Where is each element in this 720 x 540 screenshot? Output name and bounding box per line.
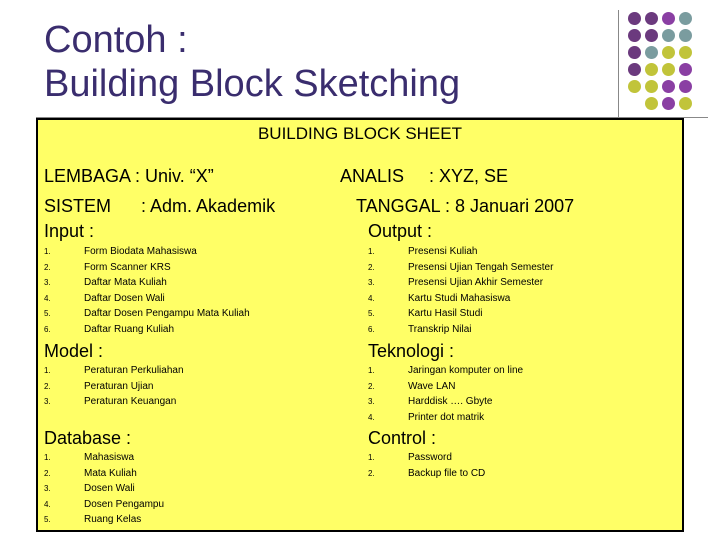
list-item-number: 2. [368,262,375,272]
decorative-dot [645,63,658,76]
list-item [368,450,485,466]
list-item-text: Jaringan komputer on line [408,365,524,376]
control-list [368,450,485,481]
list-item-number: 1. [368,366,375,375]
decorative-dot [662,80,675,93]
decorative-dot [679,97,692,110]
list-item-text: Dosen Wali [84,483,135,494]
list-item-number: 1. [44,453,51,462]
decorative-dot [628,97,641,110]
lembaga-field: LEMBAGA : Univ. “X” [44,166,214,186]
list-item-number: 3. [44,484,51,493]
input-section-label: Input : [44,221,95,241]
list-item-text: Daftar Dosen Wali [84,292,165,304]
list-item-number: 1. [368,247,375,256]
sistem-field: SISTEM : Adm. Akademik [44,196,276,216]
decorative-dot [645,12,658,25]
list-item-text: Peraturan Keuangan [84,396,177,407]
decorative-dot [679,63,692,76]
decorative-dot [645,80,658,93]
list-item-number: 4. [368,293,375,303]
list-item-text: Kartu Studi Mahasiswa [408,292,511,304]
list-item [368,410,523,426]
decorative-dot [679,46,692,59]
building-block-sheet [36,118,684,532]
list-item-text: Mahasiswa [84,452,135,463]
list-item-text: Peraturan Ujian [84,380,154,392]
list-item [44,450,164,466]
slide-title [44,18,460,106]
decorative-dot [628,29,641,42]
list-item [44,497,164,513]
list-item [368,275,553,291]
list-item-number: 4. [368,412,375,422]
decorative-dot [662,63,675,76]
list-item [368,306,553,322]
list-item-number: 3. [44,397,51,406]
list-item-text: Peraturan Perkuliahan [84,365,184,376]
list-item-text: Daftar Dosen Pengampu Mata Kuliah [84,308,250,319]
list-item [368,379,523,395]
list-item-text: Presensi Kuliah [408,246,478,257]
list-item-number: 1. [368,453,375,462]
decorative-dot-grid [628,12,696,114]
output-section-label: Output : [368,221,433,241]
list-item-text: Printer dot matrik [408,411,485,423]
slide-title-line2: Building Block Sketching [44,63,461,105]
list-item [368,291,553,307]
model-section-label: Model : [44,341,104,361]
list-item-number: 2. [44,381,51,391]
list-item-number: 1. [44,247,51,256]
list-item-text: Backup file to CD [408,467,486,479]
decorative-dot [628,80,641,93]
list-item-number: 5. [44,309,51,318]
list-item [368,394,523,410]
list-item [368,363,523,379]
list-item [44,363,184,379]
teknologi-section-label: Teknologi : [368,341,455,361]
model-list [44,363,184,410]
list-item [44,260,250,276]
list-item-text: Password [408,452,452,463]
tanggal-field: TANGGAL : 8 Januari 2007 [356,196,575,216]
list-item-number: 3. [44,278,51,287]
decorative-dot [679,29,692,42]
list-item-text: Kartu Hasil Studi [408,308,483,319]
list-item [368,244,553,260]
database-section-label: Database : [44,428,132,448]
decorative-dot [645,29,658,42]
list-item-number: 3. [368,278,375,287]
list-item-text: Mata Kuliah [84,467,137,479]
decorative-dot [628,63,641,76]
list-item-number: 5. [44,515,51,524]
decorative-dot [679,80,692,93]
list-item-text: Dosen Pengampu [84,498,165,510]
list-item-number: 2. [368,381,375,391]
list-item-text: Daftar Mata Kuliah [84,277,167,288]
control-section-label: Control : [368,428,437,448]
list-item [44,512,164,528]
list-item-text: Form Scanner KRS [84,261,171,273]
slide-title-line1: Contoh : [44,19,188,61]
list-item [44,466,164,482]
list-item-text: Transkrip Nilai [408,323,472,335]
list-item-text: Harddisk …. Gbyte [408,396,493,407]
list-item [44,379,184,395]
list-item-number: 2. [44,468,51,478]
list-item [44,275,250,291]
list-item-number: 4. [44,499,51,509]
list-item-number: 3. [368,397,375,406]
list-item [44,244,250,260]
output-list [368,244,553,337]
list-item-text: Presensi Ujian Akhir Semester [408,277,544,288]
list-item-text: Wave LAN [408,380,456,392]
decorative-dot [662,46,675,59]
list-item-number: 6. [368,324,375,334]
list-item-number: 2. [44,262,51,272]
decorative-dot [628,12,641,25]
input-list [44,244,250,337]
list-item-text: Form Biodata Mahasiswa [84,246,197,257]
decorative-vertical-line [618,10,619,118]
analis-field: ANALIS : XYZ, SE [340,166,509,186]
database-list [44,450,164,528]
list-item [368,466,485,482]
decorative-dot [628,46,641,59]
teknologi-list [368,363,523,425]
list-item [44,291,250,307]
list-item-number: 2. [368,468,375,478]
list-item [44,481,164,497]
list-item-number: 4. [44,293,51,303]
decorative-dot [662,29,675,42]
decorative-dot [645,97,658,110]
list-item-number: 1. [44,366,51,375]
list-item-text: Daftar Ruang Kuliah [84,323,175,335]
list-item [44,322,250,338]
list-item-text: Presensi Ujian Tengah Semester [408,261,554,273]
decorative-dot [645,46,658,59]
list-item-text: Ruang Kelas [84,514,142,525]
decorative-dot [662,97,675,110]
list-item-number: 6. [44,324,51,334]
list-item-number: 5. [368,309,375,318]
decorative-dot [662,12,675,25]
list-item [44,306,250,322]
list-item [44,394,184,410]
decorative-dot [679,12,692,25]
list-item [368,322,553,338]
list-item [368,260,553,276]
sheet-heading: BUILDING BLOCK SHEET [257,124,463,143]
